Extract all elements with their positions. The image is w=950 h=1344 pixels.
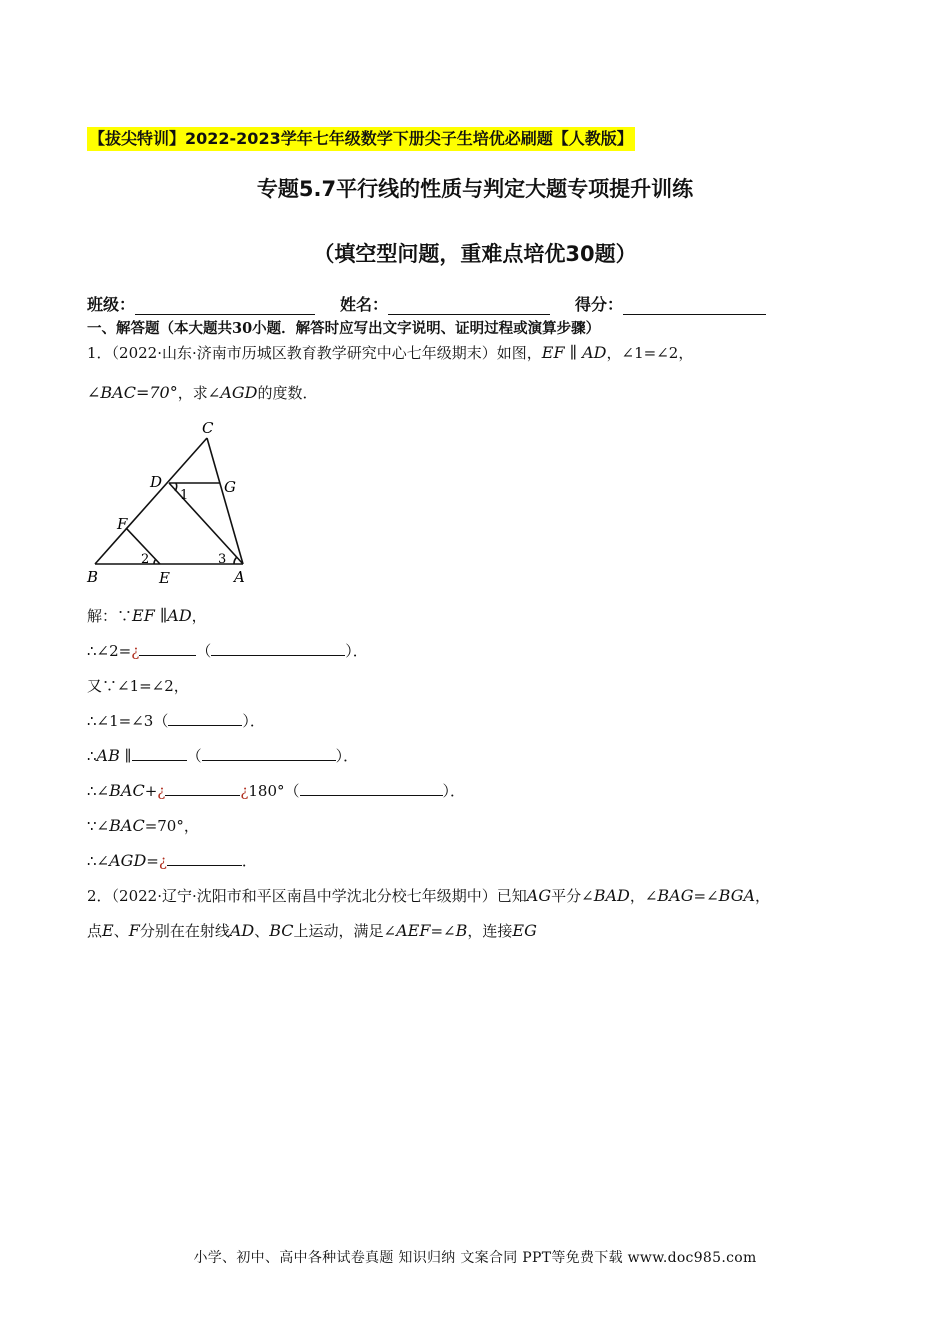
blank-4[interactable] [165,781,240,796]
blank-1-reason[interactable] [211,641,345,656]
class-field[interactable] [87,292,315,315]
s4-paren-close: ）． [335,747,359,765]
class-blank[interactable] [135,296,315,315]
q1-condition-angles: ∠1=∠2 [621,344,679,362]
q2-t4: ， [755,887,771,905]
q2-m7: AEF [396,921,431,940]
s6-prefix: ∵∠ [87,817,110,835]
q2-t2: ，∠ [629,887,658,905]
q2-l2g: ，连接 [467,922,513,940]
q2-m6: BC [269,921,294,940]
q2-line1 [87,885,770,906]
angle-1-arc [175,483,177,491]
q1-source: （2022·山东·济南市历城区教育教学研究中心七年级期末）如图， [111,344,542,362]
s7-glyph: ¿ [158,852,167,870]
s3-prefix: ∴∠1=∠3 [87,712,154,730]
s4-paren-open: （ [186,747,202,765]
q2-source: （2022·辽宁·沈阳市和平区南昌中学沈北分校七年级期中）已知 [111,887,527,905]
page-subtitle: （填空型问题，重难点培优30题） [313,242,637,266]
blank-3[interactable] [132,746,187,761]
q2-l2b: 、 [113,922,129,940]
q1-ask-math: AGD [220,383,258,402]
q1-solution-line2 [87,675,189,696]
score-label: 得分： [575,295,624,314]
q2-m5: AD [229,921,255,940]
blank-4-reason[interactable] [300,781,443,796]
s7-eq: = [146,852,159,870]
s5-glyph2: ¿ [240,782,249,800]
q2-point-f: F [128,921,140,940]
s5-degree: 180° [248,782,285,800]
q2-m8: B [455,921,468,940]
s5-paren-open: （ [284,782,300,800]
label-d: D [150,473,163,491]
s3-paren-close: ）． [242,712,265,730]
name-field[interactable] [340,292,550,315]
name-label: 姓名： [340,295,389,314]
s1-paren-close: ）． [345,642,368,660]
q2-m3: BAG [657,886,694,905]
q1-triangle-figure [84,415,254,590]
q2-l2e: 上运动，满足∠ [293,922,397,940]
s6-math: BAC [109,816,145,835]
q1-solution-line1 [87,640,368,661]
q1-solution-line4 [87,745,358,766]
q2-l2f: =∠ [430,922,456,940]
blank-3-reason[interactable] [202,746,336,761]
label-f: F [117,515,128,533]
s5-plus: + [144,782,158,800]
label-e: E [159,569,170,587]
label-a: A [234,568,245,586]
student-info-row [87,292,787,318]
s5-glyph1: ¿ [157,782,166,800]
s1-prefix: ∴∠2= [87,642,132,660]
q1-solution-line5 [87,780,465,801]
s2-text: 又∵∠1=∠2， [87,677,189,695]
s0-end: ， [191,607,207,625]
q1-number: 1． [87,344,112,362]
s7-prefix: ∴∠ [87,852,110,870]
q1-solution-line7 [87,850,257,871]
q1-condition-bac: ∠BAC=70° [87,383,178,402]
q1-line1 [87,342,693,363]
q2-l2a: 点 [87,922,103,940]
q1-solution-line0 [87,605,207,626]
s4-parallel: ∥ [119,747,132,765]
s1-paren-open: （ [196,642,212,660]
q2-l2d: 、 [254,922,270,940]
q2-point-e: E [102,921,114,940]
q2-m1: AG [526,886,552,905]
class-label: 班级： [87,295,136,314]
blank-1[interactable] [139,641,196,656]
score-field[interactable] [575,292,766,315]
label-c: C [202,419,214,437]
series-banner: 【拔尖特训】2022-2023学年七年级数学下册尖子生培优必刷题【人教版】 [87,127,635,151]
angle-label-1: 1 [180,488,189,503]
q1-comma2: ， [678,344,694,362]
score-blank[interactable] [623,296,766,315]
q1-comma: ， [606,344,622,362]
s3-paren-open: （ [153,712,169,730]
q2-m2: BAD [593,886,630,905]
q2-number: 2． [87,887,112,905]
q2-l2c: 分别在在射线 [139,922,230,940]
q2-line2 [87,920,537,941]
s4-math: AB [96,746,120,765]
s0-math: EF ∥AD [132,606,192,625]
q1-line2 [87,382,318,403]
s0-prefix: 解：∵ [87,607,133,625]
s6-end: =70°， [144,817,199,835]
s1-glyph: ¿ [131,642,140,660]
name-blank[interactable] [388,296,550,315]
s5-paren-close: ）． [442,782,466,800]
segment-bc [95,438,207,564]
label-b: B [87,568,99,586]
s7-end: ． [241,852,257,870]
label-g: G [224,478,236,496]
s7-math: AGD [109,851,147,870]
angle-3-arc [234,557,237,564]
angle-label-3: 3 [218,552,227,567]
page-footer: 小学、初中、高中各种试卷真题 知识归纳 文案合同 PPT等免费下载 www.doc985.com [193,1250,757,1266]
s5-math: BAC [109,781,145,800]
blank-5[interactable] [167,851,242,866]
q1-solution-line6 [87,815,199,836]
q2-t3: =∠ [693,887,719,905]
page-title: 专题5.7平行线的性质与判定大题专项提升训练 [256,177,694,201]
q2-t1: 平分∠ [551,887,594,905]
s5-prefix: ∴∠ [87,782,110,800]
q1-ask-end: 的度数． [257,384,318,402]
q1-ask: ，求∠ [177,384,221,402]
q1-condition-parallel: EF ∥ AD [541,343,607,362]
blank-2-reason[interactable] [168,711,242,726]
section-heading: 一、解答题（本大题共30小题．解答时应写出文字说明、证明过程或演算步骤） [87,320,601,337]
q1-solution-line3 [87,710,265,731]
s4-prefix: ∴ [87,747,97,765]
q2-m9: EG [512,921,537,940]
angle-label-2: 2 [141,552,150,567]
q2-m4: BGA [718,886,756,905]
